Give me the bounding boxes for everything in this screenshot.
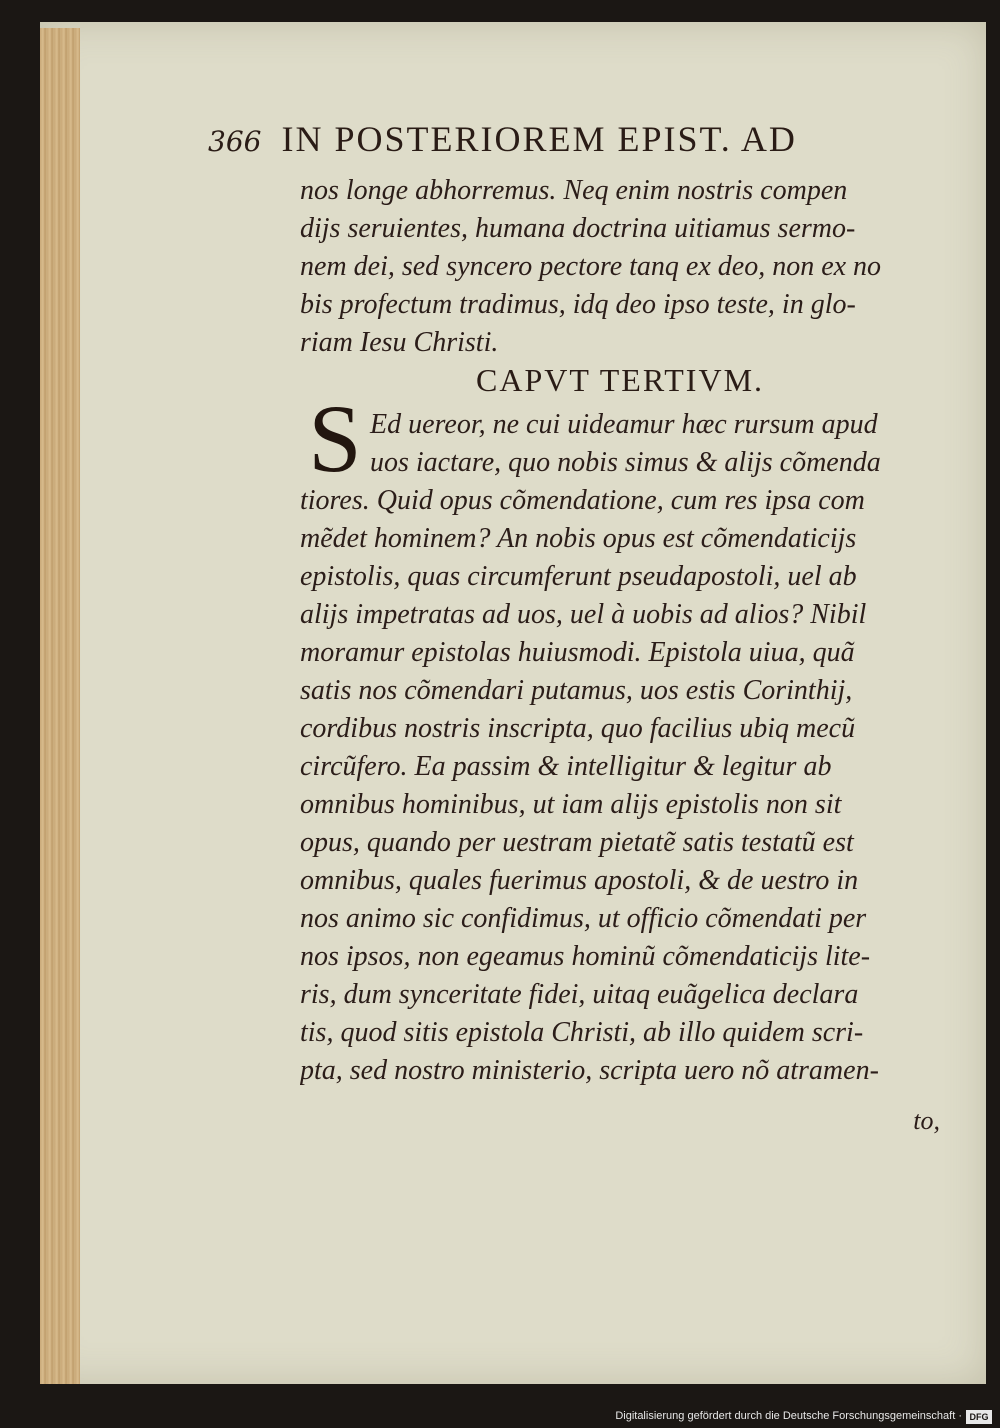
running-head: IN POSTERIOREM EPIST. AD [281,119,797,159]
text-line: riam Iesu Christi. [300,327,499,358]
text-line: opus, quando per uestram pietatẽ satis testatũ est [300,827,854,858]
dfg-logo: DFG [966,1410,992,1424]
text-line: bis profectum tradimus, idq deo ipso teste, in glo- [300,289,856,320]
intro-paragraph [300,172,940,362]
text-line: nos animo sic confidimus, ut officio cõmendati per [300,903,867,934]
catchword: to, [913,1106,940,1135]
page-header [208,118,938,168]
funding-credit: Digitalisierung gefördert durch die Deutsche Forschungsgemeinschaft · [615,1410,962,1422]
text-line: satis nos cõmendari putamus, uos estis Corinthij, [300,675,853,706]
text-line: ris, dum synceritate fidei, uitaq euãgelica declara [300,979,859,1010]
text-line: mẽdet hominem? An nobis opus est cõmendaticijs [300,523,857,554]
text-line: moramur epistolas huiusmodi. Epistola uiua, quã [300,637,855,668]
text-line: alijs impetratas ad uos, uel à uobis ad alios? Nibil [300,599,867,630]
text-line: tis, quod sitis epistola Christi, ab illo quidem scri- [300,1017,864,1048]
drop-cap: S [308,385,362,492]
page-number: 366 [208,125,262,158]
chapter-title: CAPVT TERTIVM. [475,362,765,398]
page-edges [40,28,80,1384]
text-line: uos iactare, quo nobis simus & alijs cõmenda [370,447,881,478]
text-line: omnibus, quales fuerimus apostoli, & de uestro in [300,865,859,896]
text-line: omnibus hominibus, ut iam alijs epistolis non sit [300,789,842,820]
text-line: epistolis, quas circumferunt pseudapostoli, uel ab [300,561,857,592]
text-line: pta, sed nostro ministerio, scripta uero nõ atramen- [300,1055,879,1086]
text-line: nos longe abhorremus. Neq enim nostris compen [300,175,848,206]
text-line: tiores. Quid opus cõmendatione, cum res ipsa com [300,485,865,516]
text-line: circũfero. Ea passim & intelligitur & legitur ab [300,751,832,782]
chapter-paragraph [300,406,940,1090]
text-line: nem dei, sed syncero pectore tanq ex deo, non ex no [300,251,882,282]
text-line: nos ipsos, non egeamus hominũ cõmendaticijs lite- [300,941,871,972]
text-line: cordibus nostris inscripta, quo facilius ubiq mecũ [300,713,856,744]
text-line: Ed uereor, ne cui uideamur hæc rursum apud [370,409,878,440]
text-line: dijs seruientes, humana doctrina uitiamus sermo- [300,213,856,244]
